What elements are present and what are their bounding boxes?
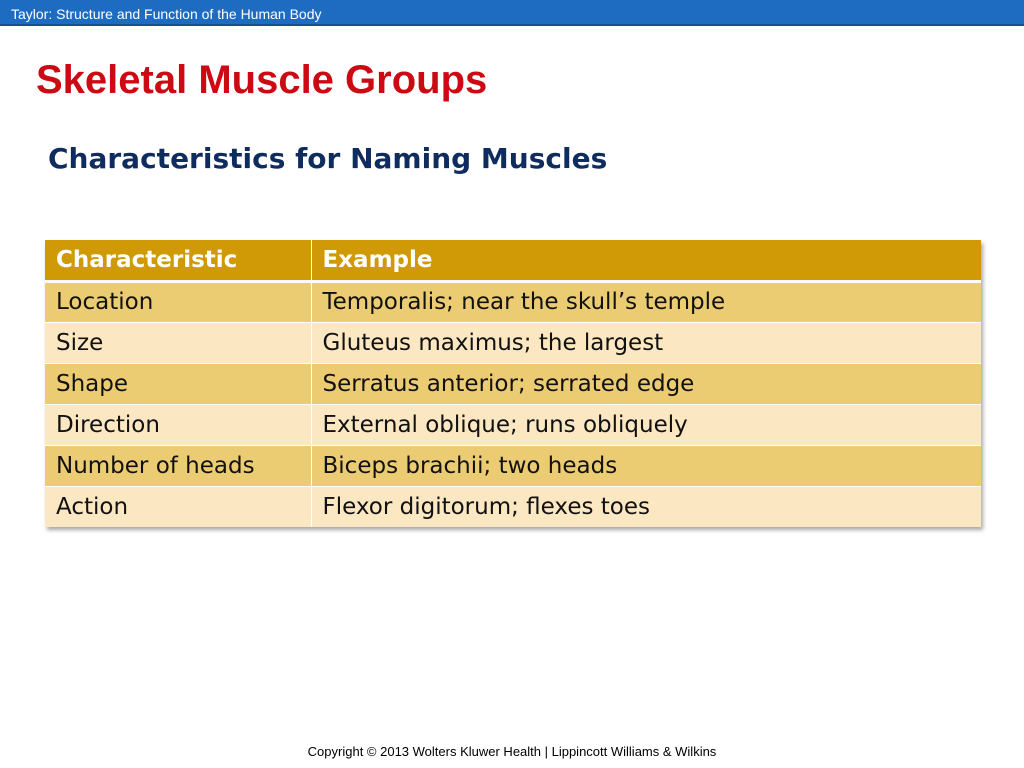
- example-cell: Temporalis; near the skull’s temple: [311, 281, 981, 322]
- naming-table: [45, 240, 981, 527]
- table-row: [45, 322, 981, 363]
- table-row: [45, 404, 981, 445]
- column-header-characteristic: Characteristic: [45, 240, 311, 281]
- slide-subtitle: Characteristics for Naming Muscles: [48, 142, 608, 175]
- top-bar: [0, 0, 1024, 26]
- copyright-text: Copyright © 2013 Wolters Kluwer Health | Lippincott Williams & Wilkins: [307, 744, 717, 759]
- table-header-row: [45, 240, 981, 281]
- characteristic-cell: Shape: [45, 363, 311, 404]
- copyright-footer: [0, 744, 1024, 759]
- table-row: [45, 445, 981, 486]
- example-cell: External oblique; runs obliquely: [311, 404, 981, 445]
- example-cell: Gluteus maximus; the largest: [311, 322, 981, 363]
- characteristic-cell: Number of heads: [45, 445, 311, 486]
- characteristic-cell: Direction: [45, 404, 311, 445]
- slide-title: Skeletal Muscle Groups: [36, 58, 488, 102]
- table-row: [45, 363, 981, 404]
- book-title: Taylor: Structure and Function of the Human Body: [11, 6, 322, 22]
- table-row: [45, 281, 981, 322]
- example-cell: Biceps brachii; two heads: [311, 445, 981, 486]
- characteristic-cell: Action: [45, 486, 311, 527]
- table-row: [45, 486, 981, 527]
- example-cell: Serratus anterior; serrated edge: [311, 363, 981, 404]
- column-header-example: Example: [311, 240, 981, 281]
- characteristic-cell: Size: [45, 322, 311, 363]
- characteristic-cell: Location: [45, 281, 311, 322]
- example-cell: Flexor digitorum; flexes toes: [311, 486, 981, 527]
